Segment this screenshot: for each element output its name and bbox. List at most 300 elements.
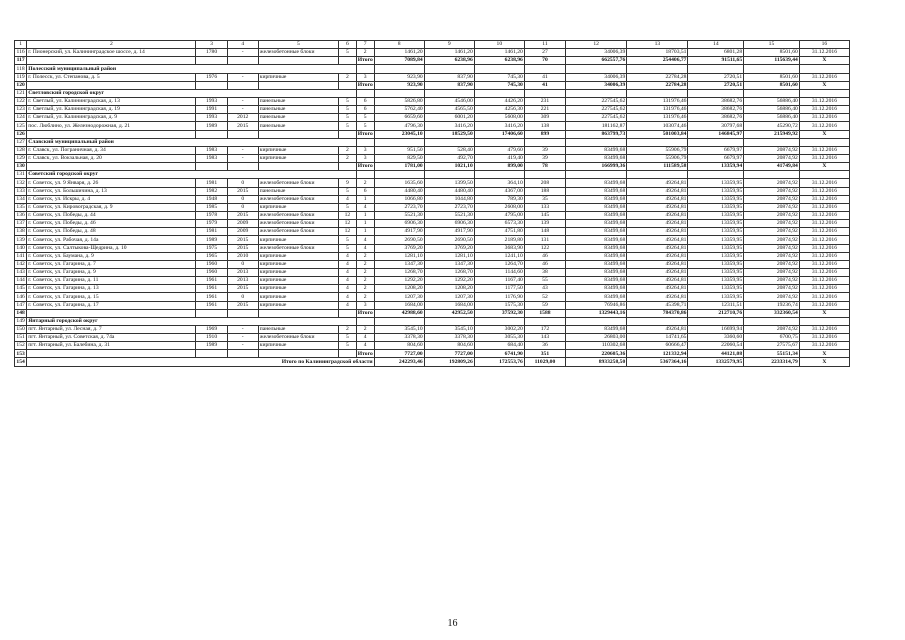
- table-cell: 139: [524, 220, 565, 228]
- table-cell: 6679,97: [688, 154, 744, 162]
- table-cell: 789,30: [474, 195, 524, 203]
- table-cell: 1461,20: [474, 49, 524, 57]
- table-cell: 351: [524, 350, 565, 358]
- table-cell: 27: [524, 49, 565, 57]
- table-cell: 419,40: [474, 154, 524, 162]
- empty-cell: [356, 317, 374, 325]
- table-cell: 6238,96: [474, 57, 524, 65]
- table-cell: 42952,50: [424, 309, 474, 317]
- column-number-row: [15, 41, 850, 49]
- table-cell: 31.12.2016: [799, 325, 849, 333]
- column-number: 1: [15, 41, 27, 49]
- row-number: 139: [16, 236, 25, 243]
- table-cell: 4480,40: [374, 187, 424, 195]
- empty-cell: [799, 65, 849, 73]
- empty-cell: [627, 89, 688, 97]
- table-cell: 2: [356, 268, 374, 276]
- table-row: [15, 220, 850, 228]
- table-cell: железобетонные блоки: [258, 195, 338, 203]
- row-number: 125: [16, 122, 25, 129]
- table-cell: г. Советск, ул. Гагарина, д. 11: [27, 277, 196, 285]
- table-cell: 121332,94: [627, 350, 688, 358]
- table-cell: 34006,39: [566, 81, 627, 89]
- table-cell: 1208,20: [374, 285, 424, 293]
- section-row: [15, 138, 850, 146]
- table-cell: 2: [338, 154, 356, 162]
- row-number: 148: [16, 309, 25, 316]
- table-cell: 31.12.2016: [799, 154, 849, 162]
- table-cell: 784370,86: [627, 309, 688, 317]
- table-cell: 2189,80: [474, 236, 524, 244]
- table-cell: 83499,68: [566, 260, 627, 268]
- row-number: 122: [16, 98, 25, 105]
- table-cell: 46: [524, 260, 565, 268]
- empty-cell: [566, 138, 627, 146]
- subtotal-label: Итого: [357, 309, 373, 316]
- table-cell: 1993: [196, 97, 227, 105]
- table-cell: 83499,68: [566, 220, 627, 228]
- table-row: [15, 122, 850, 130]
- table-cell: 1961: [196, 277, 227, 285]
- table-cell: 1910: [196, 334, 227, 342]
- table-cell: кирпичные: [258, 301, 338, 309]
- table-cell: 5: [338, 106, 356, 114]
- table-cell: панельные: [258, 114, 338, 122]
- table-cell: 166999,36: [566, 163, 627, 171]
- row-number: 123: [16, 106, 25, 113]
- table-cell: г. Советск, ул. Гагарина, д. 9: [27, 268, 196, 276]
- table-cell: 55906,79: [627, 146, 688, 154]
- table-cell: 4: [356, 203, 374, 211]
- table-cell: г. Советск, ул. Кировоградская, д. 9: [27, 203, 196, 211]
- table-cell: 1684,00: [374, 301, 424, 309]
- table-cell: 5: [338, 244, 356, 252]
- empty-cell: [744, 171, 800, 179]
- table-cell: [258, 163, 338, 171]
- table-cell: 2013: [227, 268, 258, 276]
- table-cell: -: [227, 334, 258, 342]
- column-number: 5: [258, 41, 338, 49]
- row-number: 147: [16, 301, 25, 308]
- table-cell: 2: [356, 293, 374, 301]
- subtotal-row: [15, 163, 850, 171]
- table-cell: 2: [338, 325, 356, 333]
- table-cell: 2: [338, 73, 356, 81]
- table-cell: 20874,92: [744, 236, 800, 244]
- table-cell: 55151,34: [744, 350, 800, 358]
- table-cell: 22060,54: [688, 342, 744, 350]
- page-number: 16: [447, 618, 458, 629]
- table-cell: 2690,50: [374, 236, 424, 244]
- table-cell: 31.12.2016: [799, 146, 849, 154]
- table-cell: 745,30: [474, 73, 524, 81]
- column-number: 10: [474, 41, 524, 49]
- table-cell: 923,90: [374, 73, 424, 81]
- table-cell: 2013: [227, 277, 258, 285]
- column-number: 13: [627, 41, 688, 49]
- table-cell: 0: [227, 179, 258, 187]
- table-cell: 1176,90: [474, 293, 524, 301]
- subtotal-label: Итого: [357, 57, 373, 64]
- table-cell: 45290,72: [744, 122, 800, 130]
- table-cell: 49264,81: [627, 187, 688, 195]
- table-cell: 1575,30: [474, 301, 524, 309]
- table-cell: 45398,71: [627, 301, 688, 309]
- table-cell: 13359,95: [688, 268, 744, 276]
- column-number: 8: [374, 41, 424, 49]
- table-cell: [27, 309, 196, 317]
- table-cell: панельные: [258, 97, 338, 105]
- table-cell: [27, 130, 196, 138]
- row-number: 117: [15, 57, 27, 65]
- column-number: 14: [688, 41, 744, 49]
- table-cell: г. Советск, ул. Рабочая, д. 14а: [27, 236, 196, 244]
- table-cell: 4917,90: [424, 228, 474, 236]
- table-cell: 2: [338, 146, 356, 154]
- table-cell: 23045,10: [374, 130, 424, 138]
- table-cell: 18529,50: [424, 130, 474, 138]
- empty-cell: [374, 138, 424, 146]
- table-cell: 5826,80: [374, 97, 424, 105]
- table-row: [15, 260, 850, 268]
- table-cell: 6801,28: [688, 49, 744, 57]
- empty-cell: [356, 138, 374, 146]
- table-cell: г. Советск, ул. Победы, д. 46: [27, 220, 196, 228]
- table-cell: 22784,28: [627, 73, 688, 81]
- subtotal-row: [15, 130, 850, 138]
- table-cell: 91511,65: [688, 57, 744, 65]
- table-cell: 14741,65: [627, 334, 688, 342]
- table-cell: 7089,84: [374, 57, 424, 65]
- table-cell: 18703,51: [627, 49, 688, 57]
- table-cell: 20874,92: [744, 325, 800, 333]
- row-number: 134: [16, 195, 25, 202]
- table-cell: -: [227, 73, 258, 81]
- table-cell: 1021,10: [424, 163, 474, 171]
- table-cell: 1268,70: [374, 268, 424, 276]
- subtotal-label: Итого: [357, 81, 373, 88]
- table-row: [15, 293, 850, 301]
- table-cell: 20874,92: [744, 179, 800, 187]
- table-cell: [196, 81, 227, 89]
- table-cell: 38682,76: [688, 106, 744, 114]
- table-cell: 49264,81: [627, 252, 688, 260]
- section-title: Славский муниципальный район: [27, 138, 357, 146]
- table-cell: 1985: [196, 203, 227, 211]
- table-cell: 5762,40: [374, 106, 424, 114]
- table-cell: 133: [524, 203, 565, 211]
- table-cell: [338, 57, 356, 65]
- table-cell: 13359,95: [688, 252, 744, 260]
- table-row: [15, 228, 850, 236]
- table-cell: 31.12.2016: [799, 342, 849, 350]
- table-cell: Х: [799, 57, 849, 65]
- table-cell: 20874,92: [744, 285, 800, 293]
- table-cell: 1975: [196, 244, 227, 252]
- table-cell: [338, 163, 356, 171]
- table-cell: 4: [338, 285, 356, 293]
- section-row: [15, 171, 850, 179]
- table-cell: 11029,00: [524, 358, 565, 366]
- table-cell: г. Советск, ул. 9 Января, д. 26: [27, 179, 196, 187]
- table-cell: 4: [338, 277, 356, 285]
- table-cell: 103074,46: [627, 122, 688, 130]
- table-cell: 27575,67: [744, 342, 800, 350]
- table-cell: кирпичные: [258, 342, 338, 350]
- table-cell: 49264,81: [627, 203, 688, 211]
- table-cell: 172: [524, 325, 565, 333]
- table-cell: [227, 130, 258, 138]
- table-row: [15, 211, 850, 219]
- table-cell: 41: [524, 73, 565, 81]
- table-cell: 4426,20: [474, 97, 524, 105]
- table-cell: [27, 163, 196, 171]
- table-cell: 83499,68: [566, 187, 627, 195]
- subtotal-row: [15, 81, 850, 89]
- row-number: 143: [16, 269, 25, 276]
- table-cell: 46: [524, 252, 565, 260]
- table-cell: [196, 309, 227, 317]
- table-cell: 254406,77: [627, 57, 688, 65]
- table-cell: 364,10: [474, 179, 524, 187]
- empty-cell: [688, 138, 744, 146]
- table-cell: г. Полесск, ул. Степанова, д. 5: [27, 73, 196, 81]
- table-cell: -: [227, 146, 258, 154]
- table-cell: пгт. Янтарный, ул. Балебина, д. 31: [27, 342, 196, 350]
- row-number: 140: [16, 244, 25, 251]
- table-cell: 4795,00: [474, 211, 524, 219]
- table-cell: 17406,60: [474, 130, 524, 138]
- table-cell: 181162,87: [566, 122, 627, 130]
- table-cell: 309: [524, 114, 565, 122]
- table-cell: 4: [338, 252, 356, 260]
- table-cell: 1961: [196, 293, 227, 301]
- table-cell: 5: [338, 49, 356, 57]
- table-cell: 1281,10: [374, 252, 424, 260]
- table-cell: 2009: [227, 228, 258, 236]
- table-cell: 83499,68: [566, 325, 627, 333]
- table-cell: 1332579,95: [688, 358, 744, 366]
- table-cell: [227, 350, 258, 358]
- table-cell: 31.12.2016: [799, 244, 849, 252]
- empty-cell: [688, 171, 744, 179]
- table-cell: железобетонные блоки: [258, 179, 338, 187]
- empty-cell: [744, 89, 800, 97]
- table-cell: 12311,51: [688, 301, 744, 309]
- table-cell: 6700,75: [744, 334, 800, 342]
- empty-cell: [424, 171, 474, 179]
- section-row: [15, 65, 850, 73]
- empty-cell: [374, 89, 424, 97]
- table-cell: 22784,28: [627, 81, 688, 89]
- table-cell: 12: [338, 211, 356, 219]
- table-cell: 49264,81: [627, 277, 688, 285]
- table-cell: Х: [799, 358, 849, 366]
- table-cell: 829,50: [374, 154, 424, 162]
- table-cell: 1948: [196, 195, 227, 203]
- table-cell: 4: [356, 236, 374, 244]
- empty-cell: [374, 171, 424, 179]
- empty-cell: [474, 65, 524, 73]
- table-cell: [227, 57, 258, 65]
- table-cell: 192809,26: [424, 358, 474, 366]
- table-cell: 837,90: [424, 73, 474, 81]
- empty-cell: [799, 171, 849, 179]
- table-cell: 31.12.2016: [799, 277, 849, 285]
- table-cell: 31.12.2016: [799, 179, 849, 187]
- table-cell: Х: [799, 350, 849, 358]
- table-cell: 31.12.2016: [799, 203, 849, 211]
- table-cell: 34006,39: [566, 73, 627, 81]
- table-cell: 143: [524, 334, 565, 342]
- table-cell: 83499,68: [566, 154, 627, 162]
- table-cell: 83499,68: [566, 285, 627, 293]
- row-number: 145: [16, 285, 25, 292]
- table-cell: 1329443,16: [566, 309, 627, 317]
- table-cell: 56886,40: [744, 106, 800, 114]
- table-cell: 2015: [227, 244, 258, 252]
- subtotal-label: Итого: [357, 163, 373, 170]
- table-cell: 20874,92: [744, 252, 800, 260]
- table-cell: 6: [356, 187, 374, 195]
- table-cell: кирпичные: [258, 73, 338, 81]
- table-cell: 1207,30: [374, 293, 424, 301]
- table-cell: панельные: [258, 187, 338, 195]
- table-row: [15, 236, 850, 244]
- column-number: 11: [524, 41, 565, 49]
- table-cell: 804,60: [374, 342, 424, 350]
- table-cell: г. Славск, ул. Пограничная, д. 34: [27, 146, 196, 154]
- row-number: 144: [16, 277, 25, 284]
- table-cell: Х: [799, 309, 849, 317]
- empty-cell: [424, 138, 474, 146]
- table-cell: 131976,46: [627, 97, 688, 105]
- table-cell: 3: [356, 146, 374, 154]
- table-cell: 20874,92: [744, 146, 800, 154]
- empty-cell: [627, 65, 688, 73]
- table-cell: 2608,00: [474, 203, 524, 211]
- table-cell: г. Советск, ул. Победы, д. 48: [27, 228, 196, 236]
- table-cell: кирпичные: [258, 203, 338, 211]
- table-cell: 6573,30: [474, 220, 524, 228]
- table-cell: 1993: [196, 114, 227, 122]
- table-cell: 13359,95: [688, 293, 744, 301]
- column-number: 3: [196, 41, 227, 49]
- table-cell: 131976,46: [627, 106, 688, 114]
- table-cell: [27, 350, 196, 358]
- table-cell: 31.12.2016: [799, 97, 849, 105]
- table-cell: 31.12.2016: [799, 334, 849, 342]
- table-cell: 49264,81: [627, 293, 688, 301]
- table-cell: 662557,76: [566, 57, 627, 65]
- table-cell: 1969: [196, 325, 227, 333]
- table-cell: 20874,92: [744, 220, 800, 228]
- table-cell: кирпичные: [258, 236, 338, 244]
- table-cell: [196, 350, 227, 358]
- empty-cell: [688, 65, 744, 73]
- table-cell: 13359,95: [688, 179, 744, 187]
- table-cell: 4751,80: [474, 228, 524, 236]
- table-cell: 148: [524, 228, 565, 236]
- table-cell: 9: [338, 179, 356, 187]
- table-cell: 83499,68: [566, 195, 627, 203]
- row-number: 132: [16, 179, 25, 186]
- table-cell: 31.12.2016: [799, 73, 849, 81]
- table-cell: г. Советск, ул. Большичина, д. 13: [27, 187, 196, 195]
- table-cell: Х: [799, 81, 849, 89]
- table-cell: г. Советск, ул. Гагарина, д. 17: [27, 301, 196, 309]
- table-cell: железобетонные блоки: [258, 49, 338, 57]
- table-cell: 43: [524, 285, 565, 293]
- table-cell: 4: [338, 301, 356, 309]
- table-cell: 231: [524, 97, 565, 105]
- table-cell: 332360,54: [744, 309, 800, 317]
- table-cell: 31.12.2016: [799, 301, 849, 309]
- table-cell: 131976,46: [627, 114, 688, 122]
- table-cell: 1989: [196, 342, 227, 350]
- table-cell: 951,50: [374, 146, 424, 154]
- table-cell: 1347,30: [374, 260, 424, 268]
- table-cell: 242293,46: [374, 358, 424, 366]
- table-cell: 31.12.2016: [799, 49, 849, 57]
- table-cell: 3545,10: [374, 325, 424, 333]
- table-cell: кирпичные: [258, 146, 338, 154]
- row-number: 149: [16, 317, 25, 324]
- table-cell: 1960: [196, 268, 227, 276]
- table-cell: [258, 57, 338, 65]
- table-cell: 8933258,50: [566, 358, 627, 366]
- table-cell: кирпичные: [258, 154, 338, 162]
- table-cell: 49264,81: [627, 211, 688, 219]
- table-cell: 13359,95: [688, 260, 744, 268]
- table-cell: 1982: [196, 187, 227, 195]
- table-cell: 6238,96: [424, 57, 474, 65]
- row-number: 146: [16, 293, 25, 300]
- table-cell: г. Светлый, ул. Калининградская, д. 13: [27, 97, 196, 105]
- table-cell: 3378,30: [374, 334, 424, 342]
- table-cell: кирпичные: [258, 285, 338, 293]
- table-cell: 2010: [227, 252, 258, 260]
- table-cell: 31.12.2016: [799, 211, 849, 219]
- empty-cell: [474, 89, 524, 97]
- table-cell: г. Советск, ул. Гагарина, д. 13: [27, 285, 196, 293]
- table-cell: 1208,20: [424, 285, 474, 293]
- table-cell: 1983: [196, 154, 227, 162]
- section-row: [15, 89, 850, 97]
- table-cell: 31.12.2016: [799, 220, 849, 228]
- table-cell: 4565,50: [424, 106, 474, 114]
- table-cell: г. Советск, ул. Гагарина, д. 7: [27, 260, 196, 268]
- empty-cell: [524, 89, 565, 97]
- table-cell: 145: [524, 211, 565, 219]
- table-cell: 2: [356, 49, 374, 57]
- empty-cell: [524, 171, 565, 179]
- table-row: [15, 154, 850, 162]
- table-cell: 2015: [227, 187, 258, 195]
- table-cell: 3378,30: [424, 334, 474, 342]
- table-cell: 2015: [227, 285, 258, 293]
- table-cell: 745,30: [474, 81, 524, 89]
- table-cell: 42988,60: [374, 309, 424, 317]
- column-number: 16: [799, 41, 849, 49]
- table-cell: кирпичные: [258, 268, 338, 276]
- table-cell: 13359,95: [688, 187, 744, 195]
- empty-cell: [744, 65, 800, 73]
- table-cell: 1207,30: [424, 293, 474, 301]
- section-row: [15, 317, 850, 325]
- subtotal-row: [15, 309, 850, 317]
- table-cell: 13359,94: [688, 163, 744, 171]
